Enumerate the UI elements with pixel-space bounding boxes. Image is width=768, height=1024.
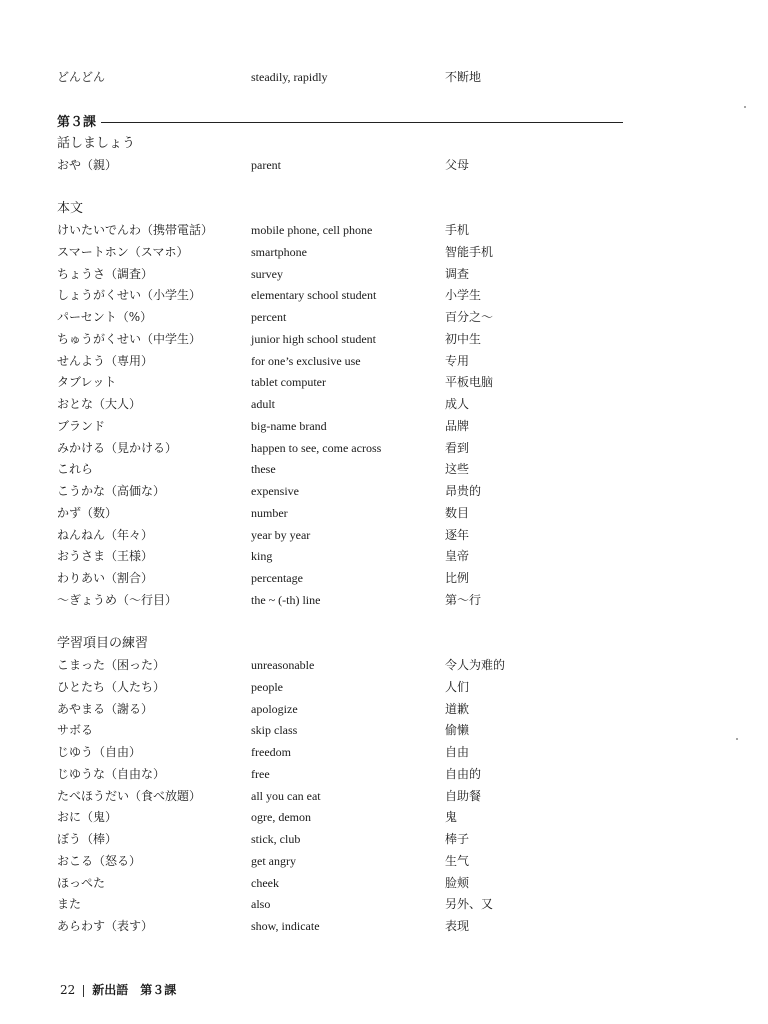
english-gloss: king	[251, 549, 273, 564]
vocab-entry	[0, 546, 768, 566]
lesson-heading	[57, 113, 623, 133]
page-number: 22	[60, 983, 76, 997]
lesson-divider	[101, 122, 623, 123]
vocab-entry	[0, 742, 768, 762]
japanese-term: おこる（怒る）	[57, 853, 142, 868]
vocab-entry	[0, 677, 768, 697]
japanese-term: おうさま（王様）	[57, 549, 154, 564]
footer-title: 新出語 第３課	[92, 983, 177, 997]
vocab-entry	[0, 764, 768, 784]
vocab-entry	[0, 264, 768, 284]
japanese-term: あやまる（謝る）	[57, 701, 154, 716]
japanese-term: こうかな（高価な）	[57, 484, 166, 498]
english-gloss: freedom	[251, 745, 291, 759]
chinese-gloss: 皇帝	[445, 549, 470, 564]
vocab-entry	[0, 873, 768, 893]
english-gloss: smartphone	[251, 244, 307, 259]
chinese-gloss: 另外、又	[445, 897, 494, 912]
english-gloss: steadily, rapidly	[251, 70, 328, 84]
chinese-gloss: 看到	[445, 440, 470, 455]
chinese-gloss: 自由	[445, 745, 470, 759]
english-gloss: parent	[251, 158, 281, 172]
chinese-gloss: 专用	[445, 353, 470, 368]
english-gloss: survey	[251, 266, 283, 281]
japanese-term: こまった（困った）	[57, 658, 166, 672]
japanese-term: じゆう（自由）	[57, 745, 142, 759]
vocab-entry	[0, 851, 768, 871]
scan-speck	[736, 738, 738, 740]
english-gloss: junior high school student	[251, 331, 376, 346]
vocab-entry	[0, 459, 768, 479]
lesson-title: 第３課	[57, 113, 98, 133]
japanese-term: あらわす（表す）	[57, 919, 154, 933]
chinese-gloss: 智能手机	[445, 244, 494, 259]
chinese-gloss: 生气	[445, 853, 470, 868]
japanese-term: みかける（見かける）	[57, 440, 178, 455]
vocab-entry	[0, 525, 768, 545]
vocab-entry	[0, 285, 768, 305]
chinese-gloss: 品牌	[445, 418, 470, 433]
chinese-gloss: 脸颊	[445, 875, 470, 890]
vocab-entry	[0, 220, 768, 240]
japanese-term: おに（鬼）	[57, 810, 118, 825]
english-gloss: percentage	[251, 571, 303, 585]
english-gloss: ogre, demon	[251, 810, 311, 825]
vocab-entry	[0, 351, 768, 371]
chinese-gloss: 逐年	[445, 527, 470, 542]
english-gloss: for one’s exclusive use	[251, 353, 361, 368]
section-heading: 学習項目の練習	[57, 636, 149, 651]
japanese-term: せんよう（専用）	[57, 353, 154, 368]
chinese-gloss: 自由的	[445, 766, 482, 781]
chinese-gloss: 人们	[445, 679, 470, 694]
japanese-term: じゆうな（自由な）	[57, 766, 166, 781]
japanese-term: しょうがくせい（小学生）	[57, 288, 202, 303]
footer-divider	[83, 985, 84, 997]
chinese-gloss: 自助餐	[445, 788, 482, 803]
english-gloss: adult	[251, 397, 275, 411]
english-gloss: all you can eat	[251, 788, 321, 803]
english-gloss: stick, club	[251, 832, 301, 846]
vocab-entry	[0, 329, 768, 349]
japanese-term: タブレット	[57, 375, 117, 390]
chinese-gloss: 数目	[445, 505, 470, 520]
english-gloss: tablet computer	[251, 375, 326, 390]
vocab-entry	[0, 829, 768, 849]
vocab-entry	[0, 67, 768, 87]
japanese-term: サボる	[57, 723, 94, 738]
chinese-gloss: 调查	[445, 266, 470, 281]
japanese-term: ちょうさ（調査）	[57, 266, 154, 281]
chinese-gloss: 道歉	[445, 701, 470, 716]
vocab-entry	[0, 481, 768, 501]
chinese-gloss: 比例	[445, 571, 470, 585]
japanese-term: パーセント（%）	[57, 310, 153, 324]
english-gloss: big-name brand	[251, 418, 327, 433]
english-gloss: show, indicate	[251, 919, 320, 933]
japanese-term: どんどん	[57, 70, 106, 84]
chinese-gloss: 昂贵的	[445, 484, 482, 498]
scan-speck	[744, 106, 746, 108]
japanese-term: スマートホン（スマホ）	[57, 244, 189, 259]
english-gloss: elementary school student	[251, 288, 377, 303]
japanese-term: ひとたち（人たち）	[57, 679, 166, 694]
chinese-gloss: 百分之～	[445, 310, 494, 324]
vocab-entry	[0, 894, 768, 914]
chinese-gloss: 鬼	[445, 810, 458, 825]
japanese-term: ～ぎょうめ（～行目）	[57, 592, 178, 607]
vocab-entry	[0, 372, 768, 392]
chinese-gloss: 平板电脑	[445, 375, 494, 390]
japanese-term: けいたいでんわ（携帯電話）	[57, 223, 214, 237]
japanese-term: おや（親）	[57, 158, 118, 172]
vocab-entry	[0, 242, 768, 262]
vocab-entry	[0, 394, 768, 414]
section-heading: 本文	[57, 201, 84, 216]
english-gloss: free	[251, 766, 270, 781]
vocab-entry	[0, 503, 768, 523]
vocab-entry	[0, 590, 768, 610]
chinese-gloss: 这些	[445, 462, 470, 477]
japanese-term: また	[57, 897, 82, 912]
japanese-term: おとな（大人）	[57, 397, 142, 411]
english-gloss: expensive	[251, 484, 299, 498]
japanese-term: わりあい（割合）	[57, 571, 154, 585]
japanese-term: たべほうだい（食べ放題）	[57, 788, 202, 803]
japanese-term: ほっぺた	[57, 875, 106, 890]
vocab-entry	[0, 720, 768, 740]
vocab-entry	[0, 416, 768, 436]
english-gloss: also	[251, 897, 271, 912]
chinese-gloss: 令人为难的	[445, 658, 506, 672]
english-gloss: unreasonable	[251, 658, 315, 672]
chinese-gloss: 父母	[445, 158, 470, 172]
english-gloss: people	[251, 679, 283, 694]
english-gloss: cheek	[251, 875, 279, 890]
japanese-term: かず（数）	[57, 505, 118, 520]
chinese-gloss: 成人	[445, 397, 470, 411]
english-gloss: get angry	[251, 853, 296, 868]
japanese-term: これら	[57, 462, 94, 477]
english-gloss: number	[251, 505, 288, 520]
english-gloss: these	[251, 462, 276, 477]
vocab-entry	[0, 807, 768, 827]
japanese-term: ブランド	[57, 418, 106, 433]
vocab-entry	[0, 307, 768, 327]
chinese-gloss: 手机	[445, 223, 470, 237]
english-gloss: apologize	[251, 701, 298, 716]
chinese-gloss: 第～行	[445, 592, 482, 607]
vocab-entry	[0, 568, 768, 588]
english-gloss: skip class	[251, 723, 298, 738]
chinese-gloss: 棒子	[445, 832, 470, 846]
page-footer	[60, 980, 176, 1000]
english-gloss: year by year	[251, 527, 311, 542]
vocab-entry	[0, 699, 768, 719]
vocab-entry	[0, 438, 768, 458]
chinese-gloss: 不断地	[445, 70, 482, 84]
japanese-term: ちゅうがくせい（中学生）	[57, 331, 202, 346]
chinese-gloss: 小学生	[445, 288, 482, 303]
english-gloss: percent	[251, 310, 287, 324]
section-heading: 話しましょう	[57, 136, 136, 151]
vocab-entry	[0, 155, 768, 175]
chinese-gloss: 表现	[445, 919, 470, 933]
english-gloss: mobile phone, cell phone	[251, 223, 373, 237]
english-gloss: happen to see, come across	[251, 440, 382, 455]
chinese-gloss: 初中生	[445, 331, 482, 346]
vocab-entry	[0, 786, 768, 806]
vocab-entry	[0, 655, 768, 675]
vocab-entry	[0, 916, 768, 936]
chinese-gloss: 偷懒	[445, 723, 470, 738]
english-gloss: the ~ (-th) line	[251, 592, 321, 607]
japanese-term: ぼう（棒）	[57, 832, 118, 846]
japanese-term: ねんねん（年々）	[57, 527, 154, 542]
